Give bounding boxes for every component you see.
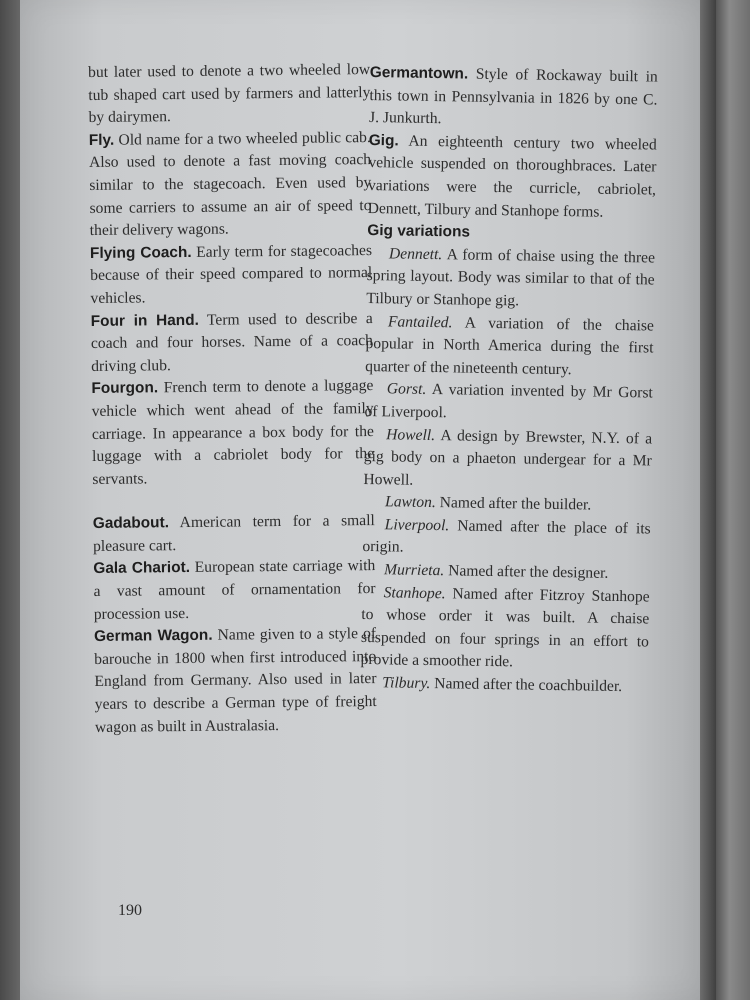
variation-text: Named after Fitzroy Stanhope to whose order it was built. A chaise suspended on four springs in an effort to provide a smoother ride. bbox=[360, 584, 650, 671]
entry-text: but later used to denote a two wheeled low tub shaped cart used by farmers and latterly by dairymen. bbox=[88, 61, 371, 127]
entry-text: Name given to a style of barouche in 1800 when first introduced into England from Germany. Also used in later years to describe a German type of freight wagon as built in Australasia. bbox=[94, 625, 377, 736]
entry-text: Term used to describe a coach and four horses. Name of a coach driving club. bbox=[90, 309, 374, 375]
variation-term: Gorst. bbox=[386, 380, 427, 399]
entry-term: Fly. bbox=[88, 131, 115, 149]
entry-text: Old name for a two wheeled public cab. Also used to denote a fast moving coach similar to the stagecoach. Even used by some carriers to assume an air of speed to their delivery wagons. bbox=[88, 128, 372, 240]
variation-text: A design by Brewster, N.Y. of a gig body on a phaeton undergear for a Mr Howell. bbox=[363, 426, 653, 489]
book-left-edge bbox=[0, 0, 22, 1000]
variation-text: A variation invented by Mr Gorst of Liverpool. bbox=[364, 381, 653, 422]
variation-text: Named after the builder. bbox=[435, 494, 592, 514]
entry-term: Gala Chariot. bbox=[93, 559, 191, 578]
entry-text: Early term for stagecoaches because of their speed compared to normal vehicles. bbox=[90, 241, 373, 307]
variation-text: Named after the designer. bbox=[444, 562, 609, 582]
book-right-edge bbox=[716, 0, 750, 1000]
variation-text: Named after the place of its origin. bbox=[362, 517, 651, 557]
variation-term: Tilbury. bbox=[382, 674, 431, 693]
gig-variations-heading: Gig variations bbox=[367, 222, 471, 241]
entry-term: Flying Coach. bbox=[89, 243, 192, 262]
entry-text: French term to denote a luggage vehicle which went ahead of the family carriage. In appearance a box body for the luggage with a cabriolet body for the servants. bbox=[91, 377, 375, 488]
entry-flying-coach bbox=[90, 240, 373, 311]
entry-term: Gig. bbox=[368, 131, 399, 150]
entry-term: Germantown. bbox=[369, 63, 469, 83]
variation-gorst bbox=[364, 378, 653, 428]
entry-gala-chariot bbox=[93, 555, 376, 626]
variation-fantailed bbox=[365, 311, 654, 383]
variation-term: Stanhope. bbox=[383, 583, 446, 602]
entry-german-wagon bbox=[94, 623, 377, 739]
variation-term: Dennett. bbox=[388, 245, 443, 263]
variation-liverpool bbox=[362, 514, 651, 564]
entry-float-continued bbox=[88, 59, 371, 130]
variation-howell bbox=[363, 423, 652, 495]
entry-four-in-hand bbox=[91, 308, 374, 379]
variation-term: Howell. bbox=[386, 425, 436, 444]
variation-dennett bbox=[366, 243, 655, 315]
entry-gig bbox=[368, 130, 657, 225]
entry-term: Gadabout. bbox=[92, 514, 170, 533]
variation-text: Named after the coachbuilder. bbox=[430, 675, 623, 696]
left-column bbox=[88, 59, 377, 739]
variation-stanhope bbox=[360, 582, 649, 677]
entry-fly bbox=[89, 127, 372, 243]
entry-germantown bbox=[369, 62, 658, 134]
variation-term: Liverpool. bbox=[384, 516, 450, 535]
entry-text: European state carriage with a vast amount of ornamentation for procession use. bbox=[93, 557, 376, 623]
variation-tilbury bbox=[360, 672, 648, 699]
page-number: 190 bbox=[118, 902, 142, 919]
entry-term: German Wagon. bbox=[93, 626, 213, 646]
right-column bbox=[360, 62, 658, 699]
section-gap bbox=[92, 488, 374, 513]
variation-term: Fantailed. bbox=[387, 312, 453, 331]
entry-gadabout bbox=[93, 510, 375, 558]
entry-term: Fourgon. bbox=[91, 379, 159, 398]
variation-text: A form of chaise using the three spring layout. Body was similar to that of the Tilbury or Stanhope gig. bbox=[366, 245, 656, 310]
entry-text: An eighteenth century two wheeled vehicle suspended on thoroughbraces. Later variations were the curricle, cabriolet, Dennett, Tilbury and Stanhope forms. bbox=[367, 132, 657, 221]
variation-term: Lawton. bbox=[384, 493, 436, 512]
entry-fourgon bbox=[91, 375, 374, 491]
variation-text: A variation of the chaise popular in North America during the first quarter of the nineteenth century. bbox=[365, 313, 655, 378]
entry-text: Style of Rockaway built in this town in Pennsylvania in 1826 by one C. J. Junkurth. bbox=[368, 65, 658, 128]
entry-text: American term for a small pleasure cart. bbox=[92, 512, 375, 555]
variation-term: Murrieta. bbox=[383, 561, 445, 580]
entry-term: Four in Hand. bbox=[90, 311, 199, 330]
